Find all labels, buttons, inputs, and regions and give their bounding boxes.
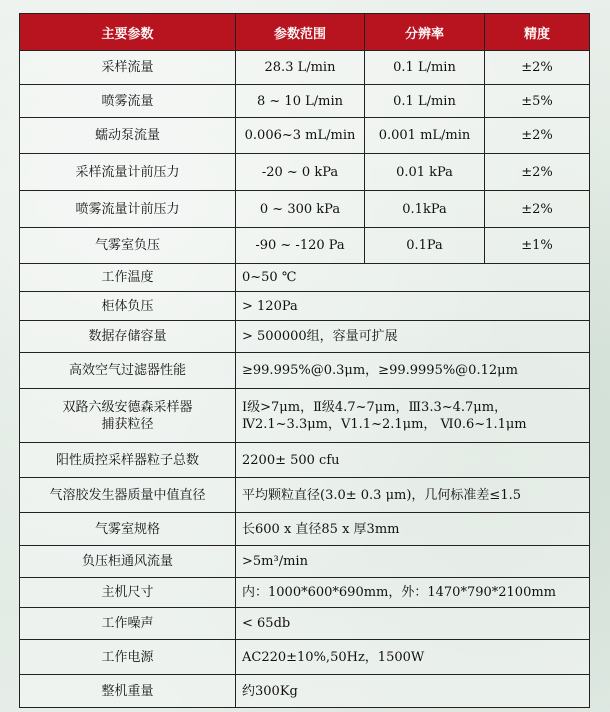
precision-cell: ±5% [485,85,590,118]
table-row [20,389,590,443]
table-row [20,118,590,154]
resolution-cell: 0.1Pa [365,228,485,264]
table-row [20,578,590,608]
param-cell: 气雾室规格 [20,513,236,546]
value-cell: 2200± 500 cfu [236,443,590,478]
param-cell: 采样流量 [20,51,236,85]
table-row [20,546,590,578]
table-row [20,640,590,675]
value-cell: > 500000组，容量可扩展 [236,321,590,353]
range-cell: 0.006~3 mL/min [236,118,365,154]
param-cell: 采样流量计前压力 [20,154,236,191]
param-cell: 柜体负压 [20,292,236,321]
param-cell: 工作温度 [20,264,236,292]
param-cell: 气溶胶发生器质量中值直径 [20,478,236,513]
header-main-param: 主要参数 [20,14,236,51]
range-cell: -90 ~ -120 Pa [236,228,365,264]
precision-cell: ±2% [485,191,590,228]
table-row [20,191,590,228]
resolution-cell: 0.1kPa [365,191,485,228]
range-cell: 0 ~ 300 kPa [236,191,365,228]
value-cell: ≥99.995%@0.3μm，≥99.9995%@0.12μm [236,353,590,389]
param-cell: 工作电源 [20,640,236,675]
range-cell: -20 ~ 0 kPa [236,154,365,191]
table-row [20,51,590,85]
value-cell: 约300Kg [236,675,590,708]
param-cell: 蠕动泵流量 [20,118,236,154]
table-row [20,292,590,321]
param-cell: 喷雾流量 [20,85,236,118]
header-resolution: 分辨率 [365,14,485,51]
table-row [20,321,590,353]
resolution-cell: 0.01 kPa [365,154,485,191]
spec-table [19,13,590,708]
value-cell: AC220±10%,50Hz，1500W [236,640,590,675]
value-cell: < 65db [236,608,590,640]
param-cell: 喷雾流量计前压力 [20,191,236,228]
value-cell: 长600 x 直径85 x 厚3mm [236,513,590,546]
param-cell: 双路六级安德森采样器 捕获粒径 [20,389,236,443]
param-cell: 主机尺寸 [20,578,236,608]
table-row [20,154,590,191]
param-cell: 工作噪声 [20,608,236,640]
value-cell: 0~50 ℃ [236,264,590,292]
table-header-row [20,14,590,51]
table-row [20,228,590,264]
table-row [20,443,590,478]
precision-cell: ±2% [485,51,590,85]
table-row [20,513,590,546]
header-precision: 精度 [485,14,590,51]
param-cell: 数据存储容量 [20,321,236,353]
table-row [20,478,590,513]
precision-cell: ±2% [485,154,590,191]
value-cell: >5m³/min [236,546,590,578]
table-row [20,85,590,118]
resolution-cell: 0.1 L/min [365,51,485,85]
param-cell: 气雾室负压 [20,228,236,264]
header-range: 参数范围 [236,14,365,51]
range-cell: 8 ~ 10 L/min [236,85,365,118]
precision-cell: ±2% [485,118,590,154]
table-row [20,608,590,640]
value-cell: 内：1000*600*690mm，外：1470*790*2100mm [236,578,590,608]
precision-cell: ±1% [485,228,590,264]
resolution-cell: 0.001 mL/min [365,118,485,154]
table-row [20,675,590,708]
range-cell: 28.3 L/min [236,51,365,85]
value-cell: 平均颗粒直径(3.0± 0.3 μm)，几何标准差≤1.5 [236,478,590,513]
value-cell: > 120Pa [236,292,590,321]
param-cell: 阳性质控采样器粒子总数 [20,443,236,478]
table-row [20,353,590,389]
param-cell: 负压柜通风流量 [20,546,236,578]
value-cell: Ⅰ级>7μm，Ⅱ级4.7~7μm，Ⅲ3.3~4.7μm， Ⅳ2.1~3.3μm，Ⅴ1.1~2.1μm， Ⅵ0.6~1.1μm [236,389,590,443]
table-row [20,264,590,292]
resolution-cell: 0.1 L/min [365,85,485,118]
param-cell: 高效空气过滤器性能 [20,353,236,389]
param-cell: 整机重量 [20,675,236,708]
